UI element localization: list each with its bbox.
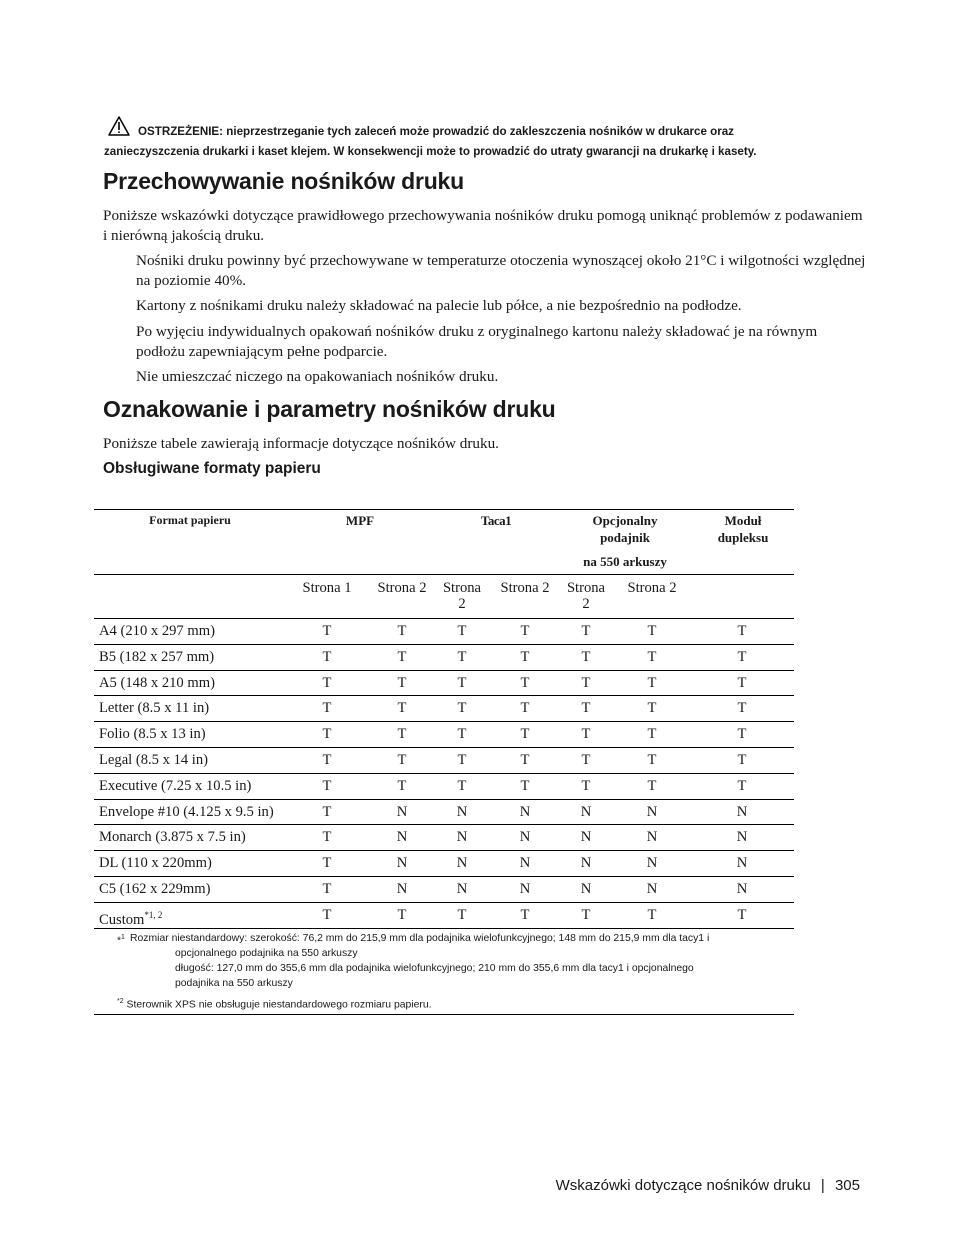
header-taca1: Taca1 bbox=[480, 513, 512, 528]
table-rule bbox=[94, 695, 794, 696]
table-cell: T bbox=[737, 907, 747, 923]
table-cell: N bbox=[396, 855, 408, 871]
table-rule bbox=[94, 509, 794, 510]
row-label: Legal (8.5 x 14 in) bbox=[99, 752, 209, 768]
table-cell: T bbox=[457, 623, 467, 639]
table-cell: N bbox=[456, 855, 468, 871]
table-cell: T bbox=[322, 907, 332, 923]
table-cell: T bbox=[737, 778, 747, 794]
table-cell: T bbox=[520, 726, 530, 742]
table-rule bbox=[94, 574, 794, 575]
subheader-line: 2 bbox=[582, 596, 590, 612]
table-rule bbox=[94, 721, 794, 722]
subheader bbox=[561, 580, 611, 612]
table-cell: N bbox=[519, 804, 531, 820]
table-cell: T bbox=[737, 623, 747, 639]
table-cell: N bbox=[580, 881, 592, 897]
table-cell: T bbox=[581, 752, 591, 768]
row-label: A5 (148 x 210 mm) bbox=[99, 675, 215, 691]
table-cell: N bbox=[736, 855, 748, 871]
table-cell: T bbox=[322, 855, 332, 871]
table-cell: N bbox=[396, 804, 408, 820]
table-cell: T bbox=[647, 726, 657, 742]
footnote-1-line2: opcjonalnego podajnika na 550 arkuszy bbox=[175, 948, 358, 959]
table-cell: N bbox=[519, 829, 531, 845]
table-cell: N bbox=[580, 855, 592, 871]
table-cell: N bbox=[519, 881, 531, 897]
table-rule bbox=[94, 644, 794, 645]
table-subtitle: Obsługiwane formaty papieru bbox=[103, 460, 321, 477]
table-cell: T bbox=[457, 700, 467, 716]
table-cell: N bbox=[646, 881, 658, 897]
table-cell: T bbox=[397, 623, 407, 639]
table-rule bbox=[94, 799, 794, 800]
table-cell: T bbox=[520, 907, 530, 923]
row-label: DL (110 x 220mm) bbox=[99, 855, 212, 871]
row-label: Monarch (3.875 x 7.5 in) bbox=[99, 829, 246, 845]
table-cell: T bbox=[737, 726, 747, 742]
table-cell: T bbox=[520, 700, 530, 716]
header-optional bbox=[570, 512, 680, 546]
table-cell: T bbox=[520, 649, 530, 665]
table-cell: T bbox=[457, 907, 467, 923]
table-rule bbox=[94, 902, 794, 903]
section-title-identification: Oznakowanie i parametry nośników druku bbox=[103, 396, 556, 422]
table-cell: T bbox=[647, 649, 657, 665]
table-rule bbox=[94, 670, 794, 671]
table-cell: T bbox=[737, 649, 747, 665]
header-optional-line3: na 550 arkuszy bbox=[583, 554, 667, 569]
warning-line1: nieprzestrzeganie tych zaleceń może prowadzić do zakleszczenia nośników w drukarce oraz bbox=[226, 125, 734, 138]
table-rule bbox=[94, 928, 794, 929]
table-rule bbox=[94, 1014, 794, 1015]
storage-item: Po wyjęciu indywidualnych opakowań nośników druku z oryginalnego kartonu należy składować je na równym podłożu zapewniającym pełne podparcie. bbox=[136, 323, 818, 360]
row-label: Custom$^{*1, 2}$ bbox=[99, 910, 163, 928]
table-cell: N bbox=[646, 804, 658, 820]
table-cell: N bbox=[646, 855, 658, 871]
row-label: Letter (8.5 x 11 in) bbox=[99, 700, 210, 716]
table-cell: T bbox=[397, 700, 407, 716]
table-cell: T bbox=[397, 907, 407, 923]
table-cell: T bbox=[457, 649, 467, 665]
table-cell: N bbox=[736, 881, 748, 897]
table-cell: N bbox=[396, 829, 408, 845]
table-cell: T bbox=[737, 752, 747, 768]
table-cell: N bbox=[519, 855, 531, 871]
footnote-1-line4: podajnika na 550 arkuszy bbox=[175, 978, 293, 989]
table-cell: T bbox=[322, 829, 332, 845]
row-label: A4 (210 x 297 mm) bbox=[99, 623, 215, 639]
table-rule bbox=[94, 773, 794, 774]
table-cell: T bbox=[322, 623, 332, 639]
header-optional-line1: Opcjonalny bbox=[592, 513, 658, 528]
table-cell: T bbox=[322, 752, 332, 768]
table-cell: T bbox=[322, 804, 332, 820]
row-label: Folio (8.5 x 13 in) bbox=[99, 726, 206, 742]
subheader-line: Strona bbox=[442, 580, 482, 596]
storage-item: Kartony z nośnikami druku należy składować na palecie lub półce, a nie bezpośrednio na podłodze. bbox=[136, 297, 742, 314]
warning-text bbox=[104, 122, 858, 162]
subheader bbox=[437, 580, 487, 612]
table-cell: T bbox=[457, 675, 467, 691]
subheader-line: Strona bbox=[566, 580, 606, 596]
header-mpf: MPF bbox=[345, 513, 375, 528]
header-format: Format papieru bbox=[149, 513, 231, 527]
row-label: C5 (162 x 229mm) bbox=[99, 881, 211, 897]
subheader: Strona 2 bbox=[627, 580, 677, 596]
table-cell: T bbox=[581, 623, 591, 639]
table-cell: T bbox=[737, 700, 747, 716]
table-cell: T bbox=[397, 649, 407, 665]
storage-intro: Poniższe wskazówki dotyczące prawidłowego przechowywania nośników druku pomogą uniknąć problemów z podawaniem i nierówną jakością druku. bbox=[103, 207, 863, 244]
table-cell: T bbox=[322, 726, 332, 742]
table-rule bbox=[94, 876, 794, 877]
page-footer bbox=[556, 1177, 860, 1194]
section-title-storage: Przechowywanie nośników druku bbox=[103, 168, 464, 194]
header-optional-line2: podajnik bbox=[600, 530, 650, 545]
table-cell: T bbox=[322, 675, 332, 691]
table-cell: T bbox=[322, 881, 332, 897]
identification-intro: Poniższe tabele zawierają informacje dotyczące nośników druku. bbox=[103, 435, 499, 452]
subheader: Strona 1 bbox=[302, 580, 352, 596]
header-duplex-line2: dupleksu bbox=[717, 530, 769, 545]
header-duplex bbox=[698, 512, 788, 546]
table-cell: T bbox=[647, 623, 657, 639]
footnote-1-line1: Rozmiar niestandardowy: szerokość: 76,2 mm do 215,9 mm dla podajnika wielofunkcyjnego; 148 mm do 215,9 mm dla tacy1 i bbox=[130, 933, 710, 944]
table-cell: T bbox=[397, 675, 407, 691]
table-cell: T bbox=[457, 726, 467, 742]
table-cell: T bbox=[457, 752, 467, 768]
table-cell: T bbox=[397, 778, 407, 794]
footer-text: Wskazówki dotyczące nośników druku bbox=[555, 1177, 811, 1194]
table-cell: T bbox=[520, 675, 530, 691]
subheader: Strona 2 bbox=[500, 580, 550, 596]
footnote-1-marker: *$^1$ bbox=[117, 934, 125, 947]
table-cell: N bbox=[580, 829, 592, 845]
subheader-line: 2 bbox=[458, 596, 466, 612]
table-cell: T bbox=[520, 752, 530, 768]
row-label: B5 (182 x 257 mm) bbox=[99, 649, 215, 665]
table-cell: N bbox=[580, 804, 592, 820]
table-cell: T bbox=[520, 623, 530, 639]
table-cell: N bbox=[396, 881, 408, 897]
table-rule bbox=[94, 824, 794, 825]
table-cell: T bbox=[581, 675, 591, 691]
table-rule bbox=[94, 747, 794, 748]
table-cell: N bbox=[456, 804, 468, 820]
subheader: Strona 2 bbox=[377, 580, 427, 596]
header-duplex-line1: Moduł bbox=[724, 513, 762, 528]
table-cell: T bbox=[322, 700, 332, 716]
table-cell: T bbox=[322, 778, 332, 794]
table-cell: T bbox=[647, 752, 657, 768]
row-label: Executive (7.25 x 10.5 in) bbox=[99, 778, 252, 794]
table-cell: N bbox=[736, 829, 748, 845]
table-rule bbox=[94, 850, 794, 851]
table-cell: T bbox=[397, 726, 407, 742]
table-cell: T bbox=[581, 778, 591, 794]
table-cell: T bbox=[647, 907, 657, 923]
table-cell: T bbox=[581, 649, 591, 665]
table-cell: T bbox=[397, 752, 407, 768]
footer-separator: | bbox=[820, 1177, 825, 1194]
table-cell: N bbox=[456, 829, 468, 845]
table-cell: T bbox=[581, 726, 591, 742]
storage-item: Nie umieszczać niczego na opakowaniach nośników druku. bbox=[136, 368, 499, 385]
warning-triangle-icon bbox=[108, 116, 130, 136]
table-cell: N bbox=[736, 804, 748, 820]
warning-label: OSTRZEŻENIE: bbox=[138, 125, 224, 138]
table-cell: T bbox=[647, 675, 657, 691]
page-number: 305 bbox=[834, 1177, 860, 1194]
table-rule bbox=[94, 618, 794, 619]
storage-item: Nośniki druku powinny być przechowywane w temperaturze otoczenia wynoszącej około 21°C i wilgotności względnej na poziomie 40%. bbox=[136, 252, 866, 289]
table-cell: T bbox=[581, 907, 591, 923]
table-cell: N bbox=[456, 881, 468, 897]
table-cell: T bbox=[520, 778, 530, 794]
row-label: Envelope #10 (4.125 x 9.5 in) bbox=[99, 804, 274, 820]
footnote-1-line3: długość: 127,0 mm do 355,6 mm dla podajnika wielofunkcyjnego; 210 mm do 355,6 mm dla tacy1 i opcjonalnego bbox=[175, 963, 694, 974]
table-cell: N bbox=[646, 829, 658, 845]
footnote-2: $^{*2}$ Sterownik XPS nie obsługuje niestandardowego rozmiaru papieru. bbox=[117, 998, 432, 1011]
warning-line2: zanieczyszczenia drukarki i kaset klejem. W konsekwencji może to prowadzić do utraty gwarancji na drukarkę i kasety. bbox=[104, 145, 757, 158]
table-cell: T bbox=[581, 700, 591, 716]
table-cell: T bbox=[322, 649, 332, 665]
table-cell: T bbox=[647, 700, 657, 716]
table-cell: T bbox=[457, 778, 467, 794]
table-cell: T bbox=[737, 675, 747, 691]
table-cell: T bbox=[647, 778, 657, 794]
